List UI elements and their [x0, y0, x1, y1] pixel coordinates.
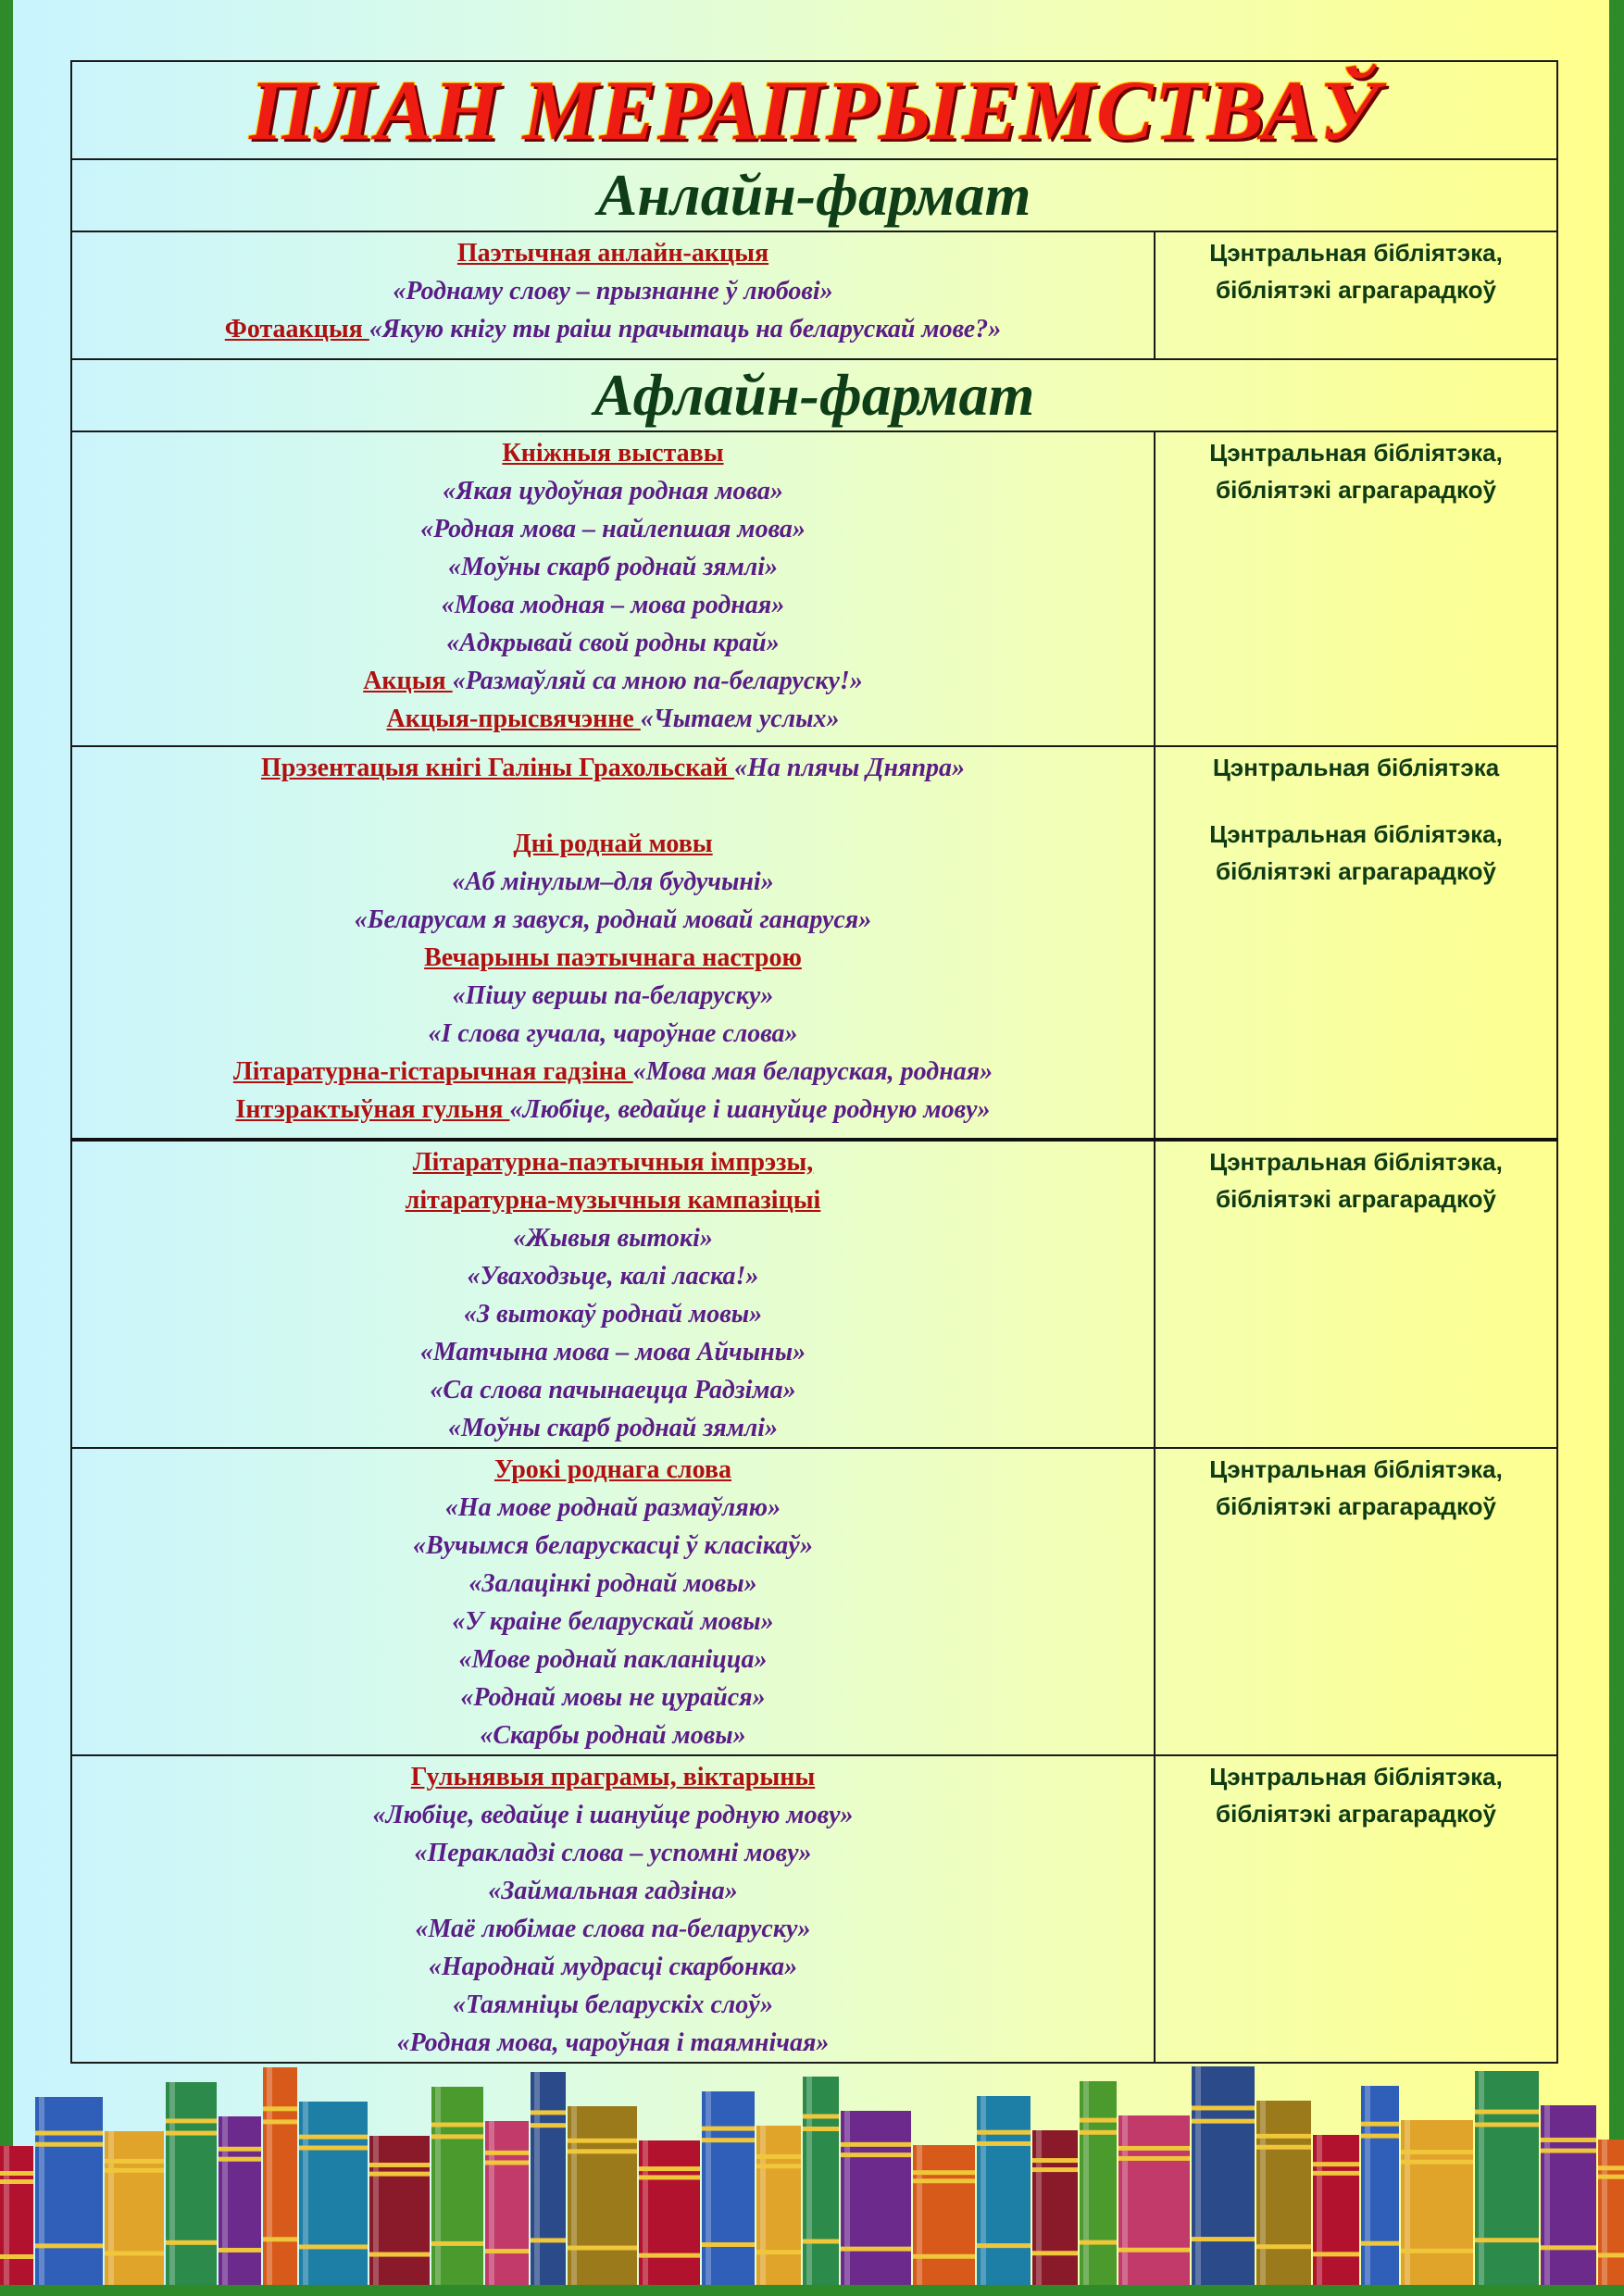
- event-line: [72, 901, 1154, 939]
- event-title: «Якая цудоўная родная мова»: [443, 477, 783, 505]
- online-section-cell: [71, 159, 1557, 231]
- book-band: [431, 2123, 483, 2128]
- event-line: [72, 1489, 1154, 1527]
- book-band: [568, 2139, 637, 2143]
- event-line: [72, 825, 1154, 863]
- book-band: [1541, 2149, 1596, 2153]
- book-band: [263, 2119, 297, 2124]
- event-line: [72, 1181, 1154, 1219]
- book-highlight: [1479, 2071, 1484, 2285]
- event-line: [72, 1451, 1154, 1489]
- book-band: [1475, 2110, 1539, 2115]
- event-title: «Любіце, ведайце і шануйце родную мову»: [372, 1801, 854, 1829]
- book-band: [1541, 2138, 1596, 2142]
- book-spine: [35, 2097, 103, 2285]
- event-line: [72, 1641, 1154, 1678]
- book-highlight: [267, 2067, 272, 2285]
- book-band: [1361, 2241, 1399, 2246]
- books-shelf-illustration: [0, 2053, 1624, 2285]
- book-highlight: [222, 2116, 228, 2285]
- event-title: «Роднай мовы не цурайся»: [460, 1683, 766, 1712]
- book-band: [166, 2118, 217, 2123]
- event-cell: [71, 746, 1155, 1140]
- event-title: «Моўны скарб роднай зямлі»: [447, 553, 779, 581]
- event-title: «Перакладзі слова – успомні мову»: [414, 1839, 812, 1867]
- book-band: [1361, 2134, 1399, 2139]
- book-band: [756, 2164, 801, 2168]
- page-title: ПЛАН МЕРАПРЫЕМСТВАЎ: [249, 63, 1380, 157]
- event-type-label: Літаратурна-паэтычныя імпрэзы,: [412, 1148, 814, 1177]
- event-row: [71, 431, 1557, 746]
- book-highlight: [1083, 2081, 1089, 2285]
- book-highlight: [39, 2097, 44, 2285]
- book-band: [1313, 2171, 1359, 2176]
- book-band: [1401, 2249, 1473, 2253]
- event-title: «Роднаму слову – прызнанне ў любові»: [393, 277, 833, 306]
- book-highlight: [806, 2077, 812, 2285]
- event-line: [72, 1910, 1154, 1948]
- venue-label: Цэнтральная бібліятэка,: [1209, 1763, 1503, 1791]
- event-cell: [71, 231, 1155, 359]
- book-highlight: [981, 2096, 986, 2285]
- event-title: «Скарбы роднай мовы»: [480, 1721, 746, 1750]
- event-line: [72, 1143, 1154, 1181]
- venue-label: бібліятэкі аграгарадкоў: [1216, 857, 1496, 885]
- book-highlight: [844, 2111, 850, 2285]
- book-highlight: [435, 2087, 441, 2285]
- book-band: [219, 2157, 261, 2162]
- book-band: [702, 2127, 755, 2131]
- event-line: [72, 1986, 1154, 2024]
- event-title: «Займальная гадзіна»: [488, 1877, 738, 1905]
- event-title: «Беларусам я завуся, роднай мовай ганаруся»: [354, 905, 872, 934]
- event-line: [72, 1948, 1154, 1986]
- book-band: [1475, 2122, 1539, 2127]
- event-line: [72, 1678, 1154, 1716]
- event-title: «Залацінкі роднай мовы»: [468, 1569, 757, 1598]
- book-highlight: [4, 2146, 9, 2285]
- venue-label: бібліятэкі аграгарадкоў: [1216, 1800, 1496, 1828]
- book-band: [841, 2142, 911, 2147]
- book-band: [1118, 2156, 1190, 2161]
- event-line: [72, 1015, 1154, 1053]
- book-highlight: [373, 2136, 379, 2285]
- book-highlight: [108, 2131, 114, 2285]
- venue-label: Цэнтральная бібліятэка,: [1209, 820, 1503, 848]
- book-highlight: [1365, 2086, 1370, 2285]
- book-band: [1080, 2240, 1117, 2245]
- book-highlight: [1036, 2130, 1042, 2285]
- event-line: [72, 1091, 1154, 1129]
- book-band: [35, 2243, 103, 2248]
- event-line: [72, 700, 1154, 738]
- book-spine: [568, 2106, 637, 2285]
- book-band: [1361, 2122, 1399, 2127]
- book-band: [369, 2252, 430, 2257]
- book-band: [485, 2151, 529, 2155]
- book-highlight: [1602, 2140, 1607, 2285]
- event-line: [72, 662, 1154, 700]
- event-line: [72, 1053, 1154, 1091]
- book-band: [639, 2166, 700, 2171]
- book-band: [1541, 2245, 1596, 2250]
- book-highlight: [1260, 2101, 1266, 2285]
- book-band: [977, 2243, 1031, 2248]
- event-title: «Родная мова – найлепшая мова»: [420, 515, 806, 543]
- event-line: [72, 749, 1154, 787]
- book-band: [369, 2163, 430, 2167]
- book-band: [531, 2238, 566, 2242]
- place-cell: [1155, 431, 1557, 746]
- book-band: [803, 2127, 839, 2131]
- place-cell: [1155, 1448, 1557, 1755]
- book-band: [1256, 2145, 1311, 2150]
- event-line: [72, 1796, 1154, 1834]
- book-band: [263, 2237, 297, 2241]
- event-type-label: Акцыя: [363, 667, 453, 695]
- book-band: [702, 2138, 755, 2142]
- event-type-label: Кніжныя выставы: [502, 439, 724, 468]
- event-line: [72, 1716, 1154, 1754]
- book-band: [0, 2171, 33, 2176]
- book-spine: [1475, 2071, 1539, 2285]
- book-band: [219, 2248, 261, 2252]
- event-type-label: Дні роднай мовы: [513, 830, 713, 858]
- book-band: [1192, 2105, 1255, 2110]
- event-cell: [71, 1140, 1155, 1448]
- book-highlight: [917, 2145, 922, 2285]
- venue-label: Цэнтральная бібліятэка,: [1209, 1455, 1503, 1483]
- event-cell: [71, 1755, 1155, 2063]
- event-line: [72, 434, 1154, 472]
- frame-bottom-border: [0, 2285, 1624, 2296]
- event-title: «Аб мінулым–для будучыні»: [452, 867, 774, 896]
- event-type-label: літаратурна-музычныя кампазіцыі: [405, 1186, 821, 1215]
- event-title: «Моўны скарб роднай зямлі»: [447, 1414, 779, 1442]
- book-band: [1256, 2134, 1311, 2139]
- book-band: [913, 2254, 975, 2259]
- book-band: [485, 2160, 529, 2165]
- book-highlight: [1544, 2105, 1550, 2285]
- book-spine: [1401, 2120, 1473, 2285]
- event-type-label: Урокі роднага слова: [493, 1455, 732, 1484]
- event-line: [72, 472, 1154, 510]
- book-band: [1032, 2158, 1078, 2163]
- event-title: «На мове роднай размаўляю»: [444, 1493, 781, 1522]
- book-band: [1598, 2252, 1624, 2257]
- venue-label: бібліятэкі аграгарадкоў: [1216, 1185, 1496, 1213]
- event-line: [72, 1409, 1154, 1447]
- event-row: [71, 1755, 1557, 2063]
- offline-section-cell: [71, 359, 1557, 431]
- event-line: [72, 310, 1154, 348]
- event-type-label: Фотаакцыя: [224, 315, 369, 343]
- event-type-label: Гульнявыя праграмы, віктарыны: [410, 1763, 816, 1791]
- book-band: [841, 2247, 911, 2252]
- event-line: [72, 586, 1154, 624]
- book-band: [105, 2251, 164, 2255]
- book-spine: [913, 2145, 975, 2285]
- event-title: «Са слова пачынаецца Радзіма»: [430, 1376, 796, 1404]
- frame-left-border: [0, 0, 13, 2296]
- book-band: [166, 2131, 217, 2136]
- book-band: [568, 2149, 637, 2153]
- event-title: «Якую кнігу ты раіш прачытаць на беларускай мове?»: [369, 315, 1002, 343]
- event-line: [72, 272, 1154, 310]
- event-type-label: Прэзентацыя кнігі Галіны Грахольскай: [260, 754, 735, 782]
- book-band: [299, 2146, 368, 2151]
- event-line: [72, 977, 1154, 1015]
- event-line: [72, 1872, 1154, 1910]
- venue-label: бібліятэкі аграгарадкоў: [1216, 476, 1496, 504]
- book-band: [299, 2135, 368, 2140]
- event-line: [72, 1219, 1154, 1257]
- book-band: [977, 2130, 1031, 2135]
- event-type-label: Літаратурна-гістарычная гадзіна: [232, 1057, 633, 1086]
- book-band: [105, 2159, 164, 2164]
- book-highlight: [1122, 2115, 1128, 2285]
- book-highlight: [643, 2140, 648, 2285]
- event-line: [72, 624, 1154, 662]
- book-band: [105, 2168, 164, 2173]
- book-band: [531, 2123, 566, 2128]
- event-line: [72, 1333, 1154, 1371]
- venue-label: Цэнтральная бібліятэка: [1212, 754, 1500, 781]
- book-band: [1313, 2162, 1359, 2166]
- event-title: «Любіце, ведайце і шануйце родную мову»: [509, 1095, 991, 1124]
- book-highlight: [303, 2102, 308, 2285]
- event-line: [72, 863, 1154, 901]
- book-band: [531, 2110, 566, 2115]
- book-band: [35, 2131, 103, 2136]
- book-highlight: [571, 2106, 577, 2285]
- book-band: [803, 2115, 839, 2119]
- event-line: [72, 1565, 1154, 1603]
- event-line: [72, 1257, 1154, 1295]
- book-band: [485, 2249, 529, 2253]
- event-line: [72, 1527, 1154, 1565]
- event-title: «І слова гучала, чароўнае слова»: [428, 1019, 798, 1048]
- book-band: [977, 2141, 1031, 2146]
- event-title: «З вытокаў роднай мовы»: [463, 1300, 763, 1329]
- book-band: [913, 2170, 975, 2175]
- book-band: [299, 2244, 368, 2249]
- book-band: [1192, 2119, 1255, 2124]
- book-band: [1598, 2175, 1624, 2179]
- book-spine: [1118, 2115, 1190, 2285]
- event-title: «Родная мова, чароўная і таямнічая»: [396, 2028, 830, 2057]
- events-plan-table: [70, 60, 1558, 2064]
- book-band: [263, 2106, 297, 2111]
- book-band: [219, 2147, 261, 2152]
- book-band: [568, 2246, 637, 2251]
- book-band: [166, 2240, 217, 2245]
- book-band: [1313, 2252, 1359, 2256]
- book-band: [1192, 2237, 1255, 2241]
- event-title: «Чытаем услых»: [640, 705, 840, 733]
- event-title: «Таямніцы беларускіх слоў»: [452, 1990, 774, 2019]
- event-line: [72, 1371, 1154, 1409]
- offline-section-title: Афлайн-фармат: [593, 362, 1035, 428]
- event-line: [72, 1603, 1154, 1641]
- event-title: «Мова модная – мова родная»: [441, 591, 785, 619]
- book-highlight: [1195, 2066, 1201, 2285]
- place-spacer: [1156, 786, 1556, 816]
- event-type-label: Інтэрактыўная гульня: [235, 1095, 510, 1124]
- event-row: [71, 1140, 1557, 1448]
- online-section-title: Анлайн-фармат: [597, 162, 1031, 228]
- book-spine: [1192, 2066, 1255, 2285]
- place-cell: [1155, 231, 1557, 359]
- event-row: [71, 746, 1557, 1140]
- book-band: [756, 2154, 801, 2159]
- book-band: [1080, 2130, 1117, 2135]
- venue-label: Цэнтральная бібліятэка,: [1209, 439, 1503, 467]
- book-spine: [841, 2111, 911, 2285]
- event-type-label: Вечарыны паэтычнага настрою: [424, 943, 802, 972]
- book-band: [1475, 2238, 1539, 2242]
- book-highlight: [489, 2121, 494, 2285]
- event-title: «Вучымся беларускасці ў класікаў»: [412, 1531, 814, 1560]
- book-band: [841, 2152, 911, 2157]
- book-band: [913, 2178, 975, 2183]
- event-title: «Мове роднай пакланіцца»: [458, 1645, 768, 1674]
- event-title: «Жывыя вытокі»: [513, 1224, 713, 1253]
- venue-label: Цэнтральная бібліятэка,: [1209, 1148, 1503, 1176]
- book-band: [0, 2179, 33, 2184]
- book-highlight: [706, 2091, 711, 2285]
- place-cell: [1155, 1755, 1557, 2063]
- book-band: [1598, 2165, 1624, 2170]
- book-highlight: [1317, 2135, 1322, 2285]
- book-band: [702, 2242, 755, 2247]
- venue-label: бібліятэкі аграгарадкоў: [1216, 1492, 1496, 1520]
- book-band: [1032, 2251, 1078, 2255]
- event-cell: [71, 431, 1155, 746]
- book-band: [369, 2172, 430, 2177]
- event-type-label: Паэтычная анлайн-акцыя: [456, 239, 769, 268]
- event-title: «Пішу вершы па-беларуску»: [452, 981, 774, 1010]
- book-band: [803, 2240, 839, 2244]
- book-highlight: [760, 2126, 766, 2285]
- book-band: [35, 2142, 103, 2147]
- line-spacer: [72, 787, 1154, 825]
- book-band: [431, 2241, 483, 2246]
- event-line: [72, 510, 1154, 548]
- book-band: [1401, 2150, 1473, 2154]
- event-type-label: Акцыя-прысвячэнне: [386, 705, 641, 733]
- book-highlight: [1405, 2120, 1410, 2285]
- book-highlight: [534, 2072, 540, 2285]
- book-band: [1080, 2118, 1117, 2123]
- book-band: [0, 2254, 33, 2259]
- book-band: [1256, 2244, 1311, 2249]
- event-title: «У краіне беларускай мовы»: [452, 1607, 774, 1636]
- event-title: «Маё любімае слова па-беларуску»: [415, 1915, 811, 1943]
- event-title: «Мова мая беларуская, родная»: [632, 1057, 993, 1086]
- event-line: [72, 234, 1154, 272]
- book-band: [431, 2134, 483, 2139]
- book-band: [1118, 2248, 1190, 2252]
- book-band: [639, 2175, 700, 2179]
- event-row: [71, 231, 1557, 359]
- event-line: [72, 548, 1154, 586]
- book-band: [1401, 2160, 1473, 2165]
- event-title: «Уваходзьце, калі ласка!»: [467, 1262, 759, 1291]
- event-title: «Адкрывай свой родны край»: [446, 629, 780, 657]
- place-cell: [1155, 746, 1557, 1140]
- event-title: «Народнай мудрасці скарбонка»: [428, 1953, 798, 1981]
- place-cell: [1155, 1140, 1557, 1448]
- event-title: «На плячы Дняпра»: [734, 754, 966, 782]
- event-line: [72, 1834, 1154, 1872]
- book-band: [756, 2250, 801, 2254]
- event-line: [72, 939, 1154, 977]
- event-line: [72, 1758, 1154, 1796]
- book-band: [639, 2253, 700, 2258]
- title-cell: [71, 61, 1557, 159]
- book-band: [1032, 2167, 1078, 2172]
- book-band: [1118, 2146, 1190, 2151]
- event-line: [72, 1295, 1154, 1333]
- frame-right-border: [1609, 0, 1624, 2296]
- event-row: [71, 1448, 1557, 1755]
- book-spine: [299, 2102, 368, 2285]
- venue-label: Цэнтральная бібліятэка,: [1209, 239, 1503, 267]
- book-highlight: [169, 2082, 175, 2285]
- event-title: «Матчына мова – мова Айчыны»: [419, 1338, 806, 1366]
- event-title: «Размаўляй са мною па-беларуску!»: [452, 667, 863, 695]
- event-cell: [71, 1448, 1155, 1755]
- venue-label: бібліятэкі аграгарадкоў: [1216, 276, 1496, 304]
